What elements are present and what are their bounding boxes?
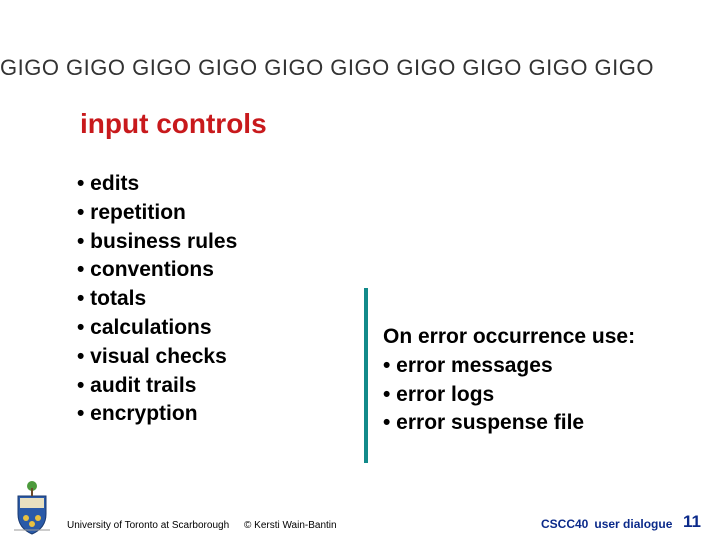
vertical-divider [364,288,368,463]
footer-course: CSCC40 [541,517,589,531]
footer-topic: user dialogue [594,517,673,531]
list-item: • error suspense file [383,411,585,435]
list-item: • visual checks [77,344,227,368]
list-item: • totals [77,287,147,311]
list-item: • calculations [77,315,212,339]
list-item: • encryption [77,402,198,426]
university-crest-icon [10,478,54,536]
error-heading: On error occurrence use: [383,325,636,348]
footer-author: © Kersti Wain-Bantin [244,520,337,531]
list-item: • error messages [383,353,553,377]
page-number: 11 [683,512,701,531]
list-item: • error logs [383,382,495,406]
list-item: • business rules [77,229,238,253]
slide-title: input controls [80,108,267,139]
input-controls-list [77,170,237,429]
error-list [383,352,635,438]
list-item: • conventions [77,258,214,282]
list-item: • repetition [77,200,186,224]
error-handling-block [383,323,635,438]
gigo-banner: GIGO GIGO GIGO GIGO GIGO GIGO GIGO GIGO GIGO GIGO [0,55,655,80]
list-item: • audit trails [77,373,197,397]
list-item: • edits [77,172,140,195]
footer-course-info [541,517,672,531]
footer-institution: University of Toronto at Scarborough [67,520,230,531]
